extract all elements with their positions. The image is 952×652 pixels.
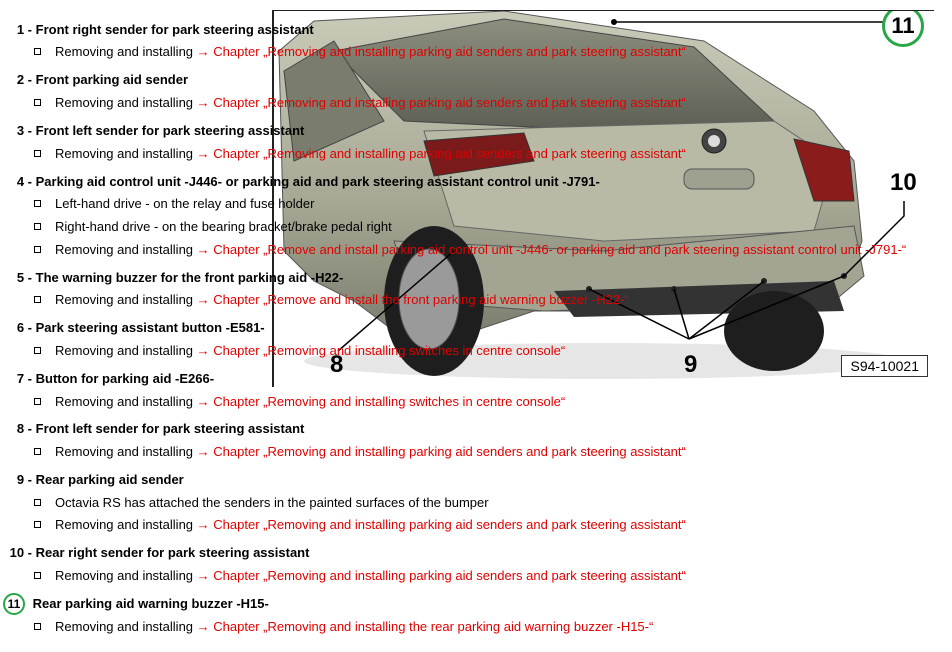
item-number: 2 - [16, 72, 32, 87]
callout-9: 9 [684, 351, 698, 378]
item-title: Front right sender for park steering assistant [35, 22, 314, 37]
sub-text: Removing and installing [55, 242, 194, 257]
item-title: Rear right sender for park steering assistant [35, 545, 310, 560]
list-item-11 [0, 593, 269, 615]
bullet-icon [34, 200, 41, 207]
sub-item [34, 619, 653, 635]
item-number: 9 - [16, 472, 32, 487]
item-title: Front left sender for park steering assistant [35, 421, 305, 436]
bullet-icon [34, 499, 41, 506]
item-title: Park steering assistant button -E581- [35, 320, 265, 335]
item-number: 8 - [16, 421, 32, 436]
list-item-9 [0, 472, 184, 488]
sub-item [34, 568, 686, 584]
item-title: Front parking aid sender [35, 72, 189, 87]
sub-item [34, 495, 489, 511]
bullet-icon [34, 246, 41, 253]
list-item-1 [0, 22, 314, 38]
sub-text: Removing and installing [55, 444, 194, 459]
item-number: 1 - [16, 22, 32, 37]
item-number: 11 [3, 593, 25, 615]
sub-text: Removing and installing [55, 517, 194, 532]
bullet-icon [34, 296, 41, 303]
chapter-link[interactable]: → Chapter „Removing and installing switches in centre console“ [196, 394, 566, 409]
item-number: 6 - [16, 320, 32, 335]
sub-text: Removing and installing [55, 568, 194, 583]
list-item-2 [0, 72, 188, 88]
sub-text: Removing and installing [55, 343, 194, 358]
chapter-link[interactable]: → Chapter „Remove and install the front parking aid warning buzzer -H22-“ [196, 292, 629, 307]
sub-item [34, 95, 686, 111]
item-number: 3 - [16, 123, 32, 138]
list-item-8 [0, 421, 304, 437]
bullet-icon [34, 623, 41, 630]
bullet-icon [34, 223, 41, 230]
list-item-10 [0, 545, 309, 561]
sub-text: Removing and installing [55, 44, 194, 59]
bullet-icon [34, 347, 41, 354]
chapter-link[interactable]: → Chapter „Removing and installing parking aid senders and park steering assistant“ [196, 44, 686, 59]
list-item-6 [0, 320, 265, 336]
chapter-link[interactable]: → Chapter „Removing and installing the rear parking aid warning buzzer -H15-“ [196, 619, 654, 634]
sub-item [34, 44, 686, 60]
chapter-link[interactable]: → Chapter „Removing and installing parking aid senders and park steering assistant“ [196, 146, 686, 161]
item-number: 4 - [16, 174, 32, 189]
list-item-5 [0, 270, 343, 286]
item-number: 5 - [16, 270, 32, 285]
sub-item [34, 292, 629, 308]
item-title: Front left sender for park steering assistant [35, 123, 305, 138]
chapter-link[interactable]: → Chapter „Removing and installing parking aid senders and park steering assistant“ [196, 95, 686, 110]
item-title: The warning buzzer for the front parking aid -H22- [35, 270, 344, 285]
bullet-icon [34, 572, 41, 579]
bullet-icon [34, 448, 41, 455]
item-title: Rear parking aid warning buzzer -H15- [32, 596, 269, 611]
list-item-4 [0, 174, 600, 190]
car-rear-figure [272, 10, 934, 387]
bullet-icon [34, 521, 41, 528]
sub-item [34, 146, 686, 162]
item-title: Parking aid control unit -J446- or parking aid and park steering assistant control unit -J791- [35, 174, 600, 189]
chapter-link[interactable]: → Chapter „Removing and installing parking aid senders and park steering assistant“ [196, 568, 686, 583]
callout-11: 11 [882, 10, 924, 47]
sub-item [34, 517, 686, 533]
chapter-link[interactable]: → Chapter „Removing and installing switches in centre console“ [196, 343, 566, 358]
sub-item [34, 444, 686, 460]
bullet-icon [34, 150, 41, 157]
sub-text: Octavia RS has attached the senders in the painted surfaces of the bumper [55, 495, 489, 510]
bullet-icon [34, 398, 41, 405]
sub-text: Removing and installing [55, 292, 194, 307]
bullet-icon [34, 48, 41, 55]
sub-item [34, 394, 565, 410]
chapter-link[interactable]: → Chapter „Removing and installing parking aid senders and park steering assistant“ [196, 517, 686, 532]
sub-item [34, 343, 565, 359]
sub-text: Right-hand drive - on the bearing bracket/brake pedal right [55, 219, 392, 234]
chapter-link[interactable]: → Chapter „Removing and installing parking aid senders and park steering assistant“ [196, 444, 686, 459]
sub-text: Removing and installing [55, 146, 194, 161]
sub-text: Removing and installing [55, 394, 194, 409]
sub-item [34, 196, 314, 212]
item-number: 7 - [16, 371, 32, 386]
item-title: Rear parking aid sender [35, 472, 184, 487]
callout-10: 10 [890, 169, 917, 196]
item-title: Button for parking aid -E266- [35, 371, 215, 386]
sub-text: Removing and installing [55, 95, 194, 110]
chapter-link[interactable]: → Chapter „Remove and install parking aid control unit -J446- or parking aid and park steering assistant control unit -J791-“ [196, 242, 907, 257]
sub-item [34, 219, 392, 235]
sub-item [34, 242, 906, 258]
bullet-icon [34, 99, 41, 106]
list-item-3 [0, 123, 304, 139]
figure-id: S94-10021 [841, 355, 928, 377]
car-rear-illustration [274, 11, 934, 387]
list-item-7 [0, 371, 214, 387]
sub-text: Left-hand drive - on the relay and fuse holder [55, 196, 315, 211]
sub-text: Removing and installing [55, 619, 194, 634]
item-number: 10 - [9, 545, 32, 560]
callout-8: 8 [330, 351, 344, 378]
